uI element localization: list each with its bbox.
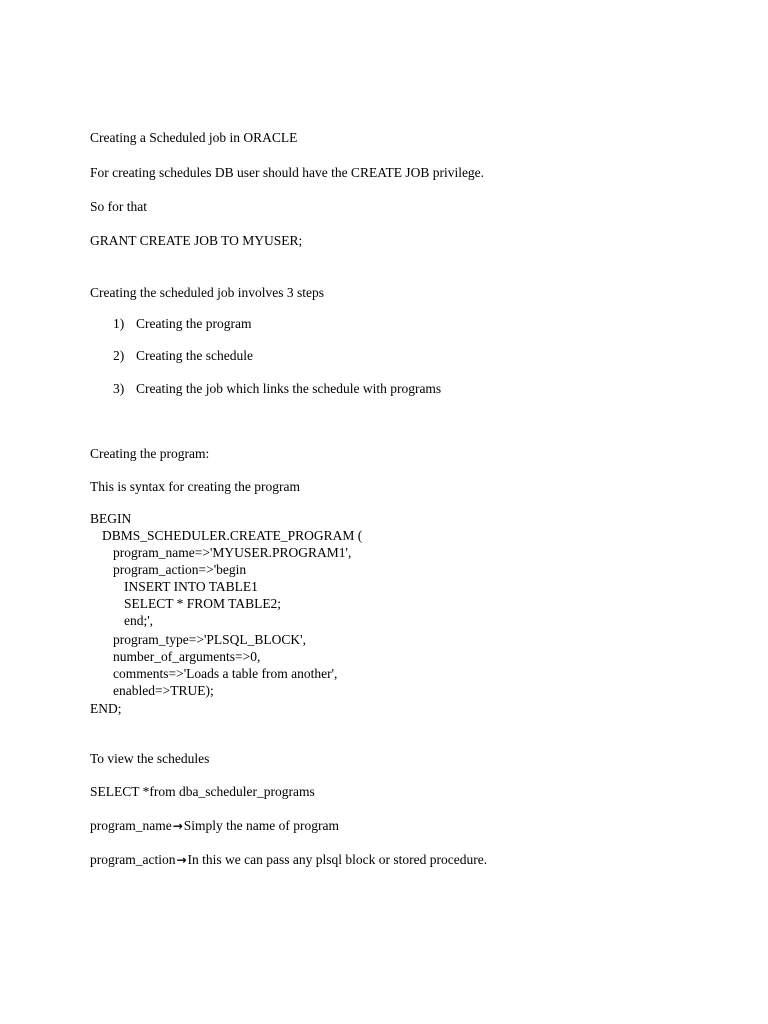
code-line: BEGIN	[90, 511, 132, 526]
select-statement: SELECT *from dba_scheduler_programs	[90, 784, 315, 799]
list-item-number: 3)	[113, 381, 125, 396]
definition-text: In this we can pass any plsql block or stored procedure.	[187, 852, 488, 867]
code-line: end;',	[124, 613, 154, 628]
so-for-that-paragraph: So for that	[90, 199, 147, 214]
code-line: program_name=>'MYUSER.PROGRAM1',	[113, 545, 352, 560]
list-item-text: Creating the job which links the schedule with programs	[136, 381, 442, 396]
code-line: number_of_arguments=>0,	[113, 649, 261, 664]
list-item-number: 1)	[113, 316, 125, 331]
definition-term: program_action	[90, 852, 176, 867]
list-item-number: 2)	[113, 348, 125, 363]
program-action-definition	[90, 851, 487, 869]
code-line: END;	[90, 701, 122, 716]
code-line: INSERT INTO TABLE1	[124, 579, 258, 594]
program-heading: Creating the program:	[90, 446, 210, 461]
program-name-definition	[90, 817, 339, 835]
code-line: enabled=>TRUE);	[113, 683, 214, 698]
code-line: program_action=>'begin	[113, 562, 247, 577]
grant-statement: GRANT CREATE JOB TO MYUSER;	[90, 233, 303, 248]
privilege-paragraph: For creating schedules DB user should have the CREATE JOB privilege.	[90, 165, 485, 180]
code-line: program_type=>'PLSQL_BLOCK',	[113, 632, 306, 647]
code-line: comments=>'Loads a table from another',	[113, 666, 338, 681]
steps-intro-paragraph: Creating the scheduled job involves 3 steps	[90, 285, 324, 300]
definition-text: Simply the name of program	[183, 818, 339, 833]
view-schedules-paragraph: To view the schedules	[90, 751, 210, 766]
right-arrow-icon: →	[176, 853, 187, 867]
document-title: Creating a Scheduled job in ORACLE	[90, 130, 298, 145]
code-line: SELECT * FROM TABLE2;	[124, 596, 282, 611]
definition-term: program_name	[90, 818, 172, 833]
syntax-paragraph: This is syntax for creating the program	[90, 479, 300, 494]
list-item-text: Creating the schedule	[136, 348, 253, 363]
list-item-text: Creating the program	[136, 316, 252, 331]
code-line: DBMS_SCHEDULER.CREATE_PROGRAM (	[102, 528, 363, 543]
right-arrow-icon: →	[172, 819, 183, 833]
